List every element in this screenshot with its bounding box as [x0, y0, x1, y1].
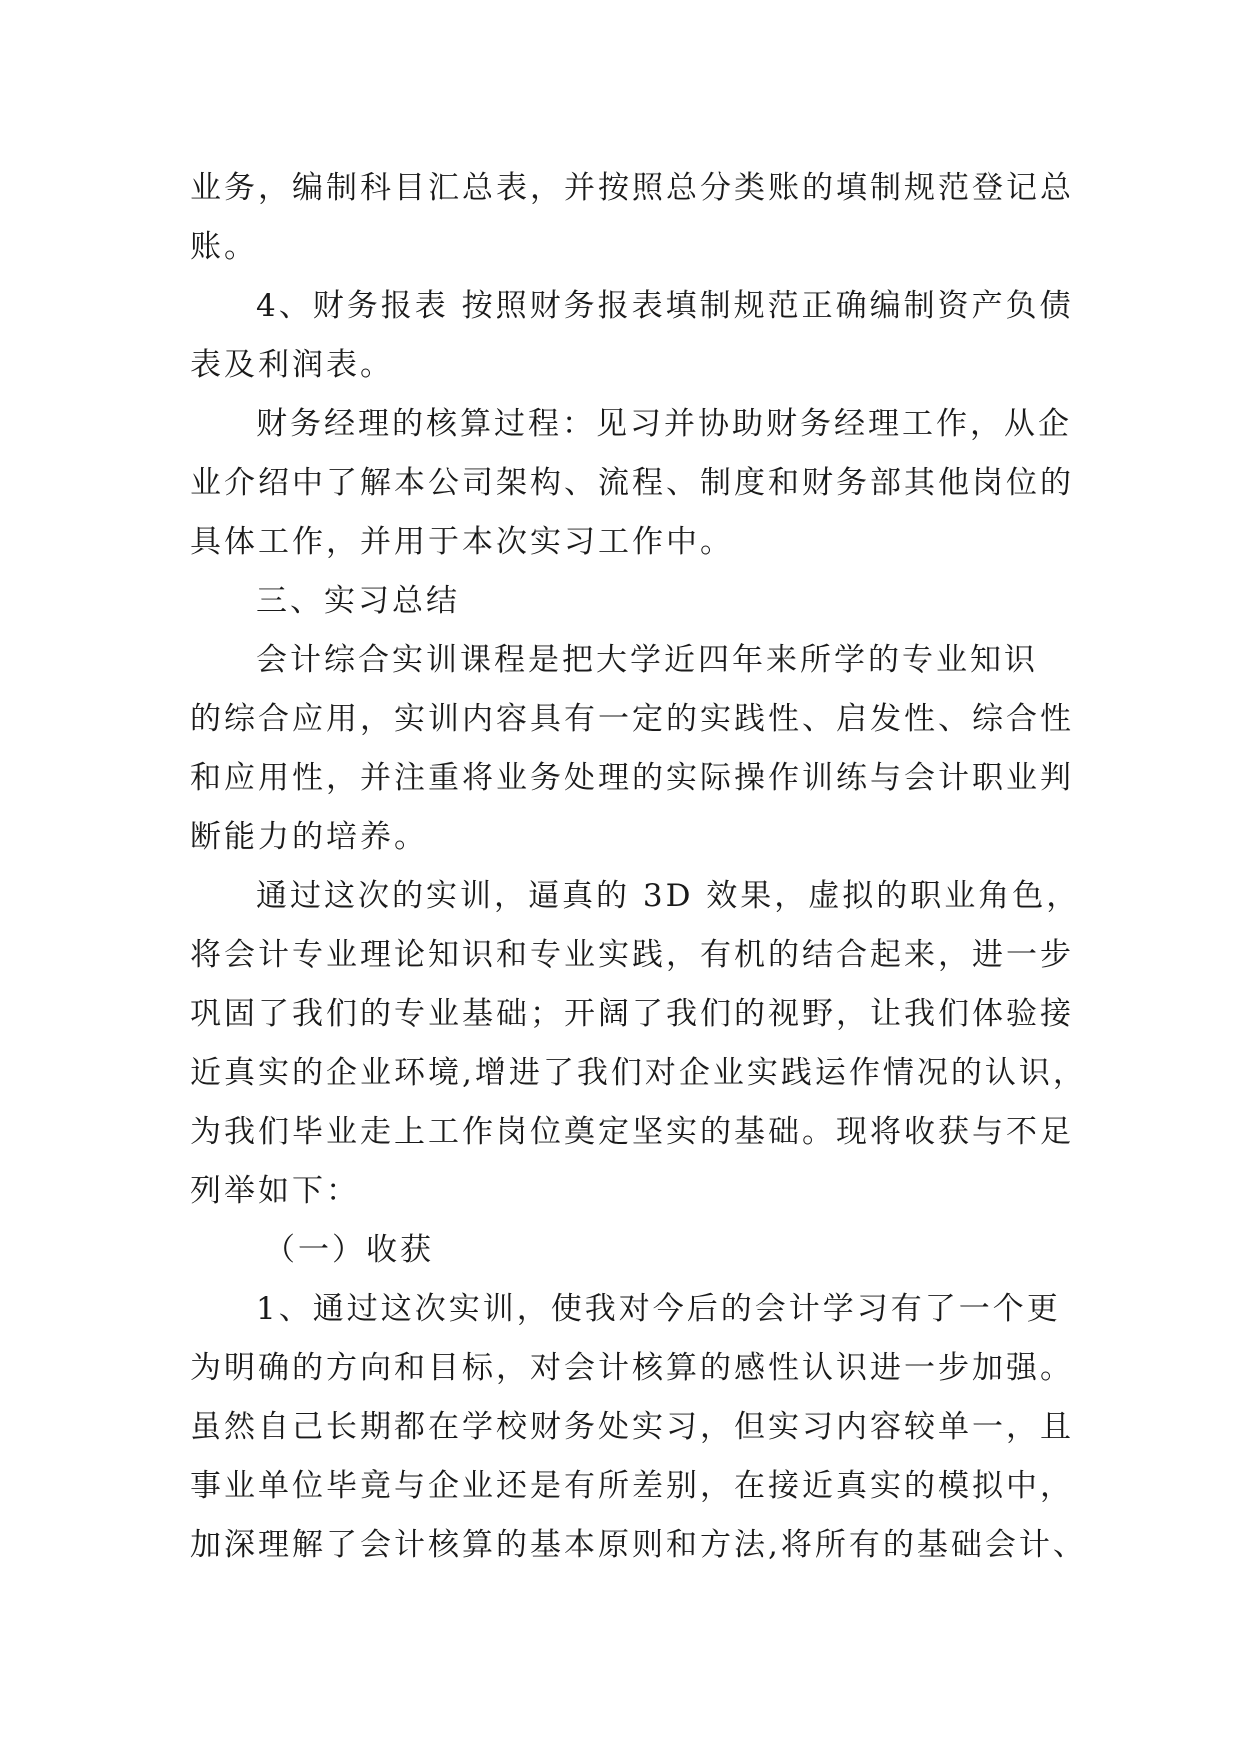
text-line: 将会计专业理论知识和专业实践，有机的结合起来，进一步 [190, 937, 1074, 973]
section-heading: 三、实习总结 [256, 583, 460, 619]
text-line: 表及利润表。 [190, 347, 394, 383]
text-line: 和应用性，并注重将业务处理的实际操作训练与会计职业判 [190, 760, 1074, 796]
text-line: 1、通过这次实训，使我对今后的会计学习有了一个更 [256, 1291, 1061, 1327]
text-line: 业务，编制科目汇总表，并按照总分类账的填制规范登记总 [190, 170, 1074, 206]
subsection-heading: （一）收获 [264, 1232, 434, 1268]
text-line: 虽然自己长期都在学校财务处实习，但实习内容较单一，且 [190, 1409, 1074, 1445]
text-line: 财务经理的核算过程：见习并协助财务经理工作，从企 [256, 406, 1072, 442]
text-line: 通过这次的实训，逼真的 3D 效果，虚拟的职业角色， [256, 878, 1081, 914]
text-line: 为明确的方向和目标，对会计核算的感性认识进一步加强。 [190, 1350, 1074, 1386]
text-line: 加深理解了会计核算的基本原则和方法,将所有的基础会计、 [190, 1527, 1087, 1563]
text-line: 的综合应用，实训内容具有一定的实践性、启发性、综合性 [190, 701, 1074, 737]
text-line: 为我们毕业走上工作岗位奠定坚实的基础。现将收获与不足 [190, 1114, 1074, 1150]
text-line: 近真实的企业环境,增进了我们对企业实践运作情况的认识， [190, 1055, 1087, 1091]
text-line: 断能力的培养。 [190, 819, 428, 855]
text-line: 具体工作，并用于本次实习工作中。 [190, 524, 734, 560]
text-line: 巩固了我们的专业基础；开阔了我们的视野，让我们体验接 [190, 996, 1074, 1032]
text-line: 会计综合实训课程是把大学近四年来所学的专业知识 [256, 642, 1038, 678]
text-line: 列举如下： [190, 1173, 360, 1209]
text-line: 4、财务报表 按照财务报表填制规范正确编制资产负债 [256, 288, 1074, 324]
document-body [190, 159, 1087, 1575]
text-line: 业介绍中了解本公司架构、流程、制度和财务部其他岗位的 [190, 465, 1074, 501]
text-line: 事业单位毕竟与企业还是有所差别，在接近真实的模拟中， [190, 1468, 1074, 1504]
text-line: 账。 [190, 229, 258, 265]
